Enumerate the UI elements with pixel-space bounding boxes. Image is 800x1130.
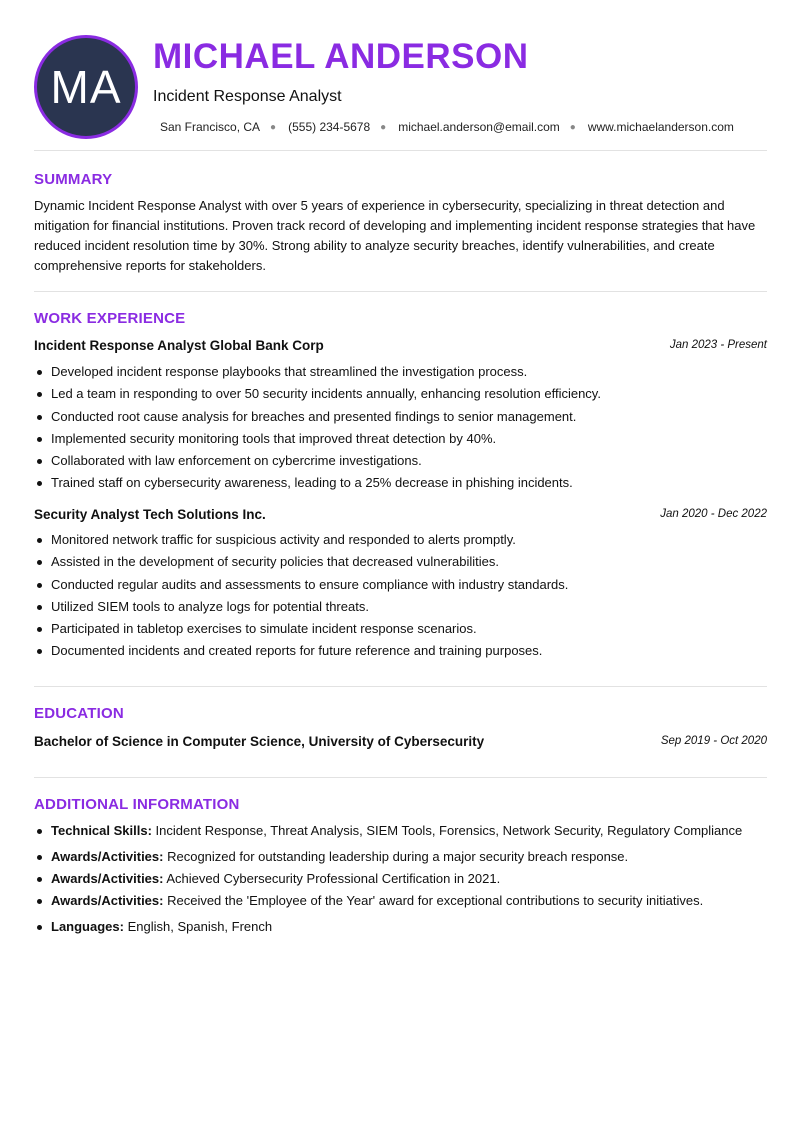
avatar-initials: MA bbox=[50, 61, 122, 113]
list-item bbox=[34, 868, 767, 890]
list-item: Participated in tabletop exercises to simulate incident response scenarios. bbox=[34, 618, 767, 640]
item-text: Incident Response, Threat Analysis, SIEM Tools, Forensics, Network Security, Regulatory Compliance bbox=[155, 823, 743, 838]
contact-location: San Francisco, CA bbox=[160, 120, 261, 134]
additional-heading: ADDITIONAL INFORMATION bbox=[34, 796, 240, 813]
item-label: Technical Skills: bbox=[51, 823, 152, 838]
list-item: Developed incident response playbooks that streamlined the investigation process. bbox=[34, 361, 767, 383]
list-item: Implemented security monitoring tools that improved threat detection by 40%. bbox=[34, 428, 767, 450]
list-item: Assisted in the development of security policies that decreased vulnerabilities. bbox=[34, 551, 767, 573]
contact-phone[interactable]: (555) 234-5678 bbox=[288, 120, 371, 134]
divider bbox=[34, 150, 767, 151]
avatar bbox=[34, 35, 138, 139]
list-item: Utilized SIEM tools to analyze logs for potential threats. bbox=[34, 596, 767, 618]
summary-text: Dynamic Incident Response Analyst with over 5 years of experience in cybersecurity, specializing in threat detection and mitigation for financial institutions. Proven track record of developing and implementing incident response strategies that have reduced incident resolution time by 30%. Strong ability to analyze security breaches, identify vulnerabilities, and create comprehensive reports for stakeholders. bbox=[34, 198, 756, 273]
item-label: Languages: bbox=[51, 919, 124, 934]
job-bullets bbox=[34, 529, 767, 663]
job-dates: Jan 2020 - Dec 2022 bbox=[660, 508, 767, 520]
item-label: Awards/Activities: bbox=[51, 893, 164, 908]
item-text: Received the 'Employee of the Year' award for exceptional contributions to security initiatives. bbox=[167, 893, 704, 908]
item-text: English, Spanish, French bbox=[127, 919, 273, 934]
additional-list bbox=[34, 820, 767, 938]
education-dates: Sep 2019 - Oct 2020 bbox=[660, 735, 767, 747]
separator-dot: ● bbox=[569, 121, 576, 133]
job-header bbox=[34, 507, 767, 525]
divider bbox=[34, 777, 767, 778]
job-header bbox=[34, 338, 767, 356]
list-item bbox=[34, 846, 767, 868]
list-item: Conducted root cause analysis for breaches and presented findings to senior management. bbox=[34, 406, 767, 428]
contact-line bbox=[160, 120, 734, 134]
candidate-title: Incident Response Analyst bbox=[153, 88, 342, 105]
item-label: Awards/Activities: bbox=[51, 871, 164, 886]
list-item: Trained staff on cybersecurity awareness, leading to a 25% decrease in phishing incidents. bbox=[34, 472, 767, 494]
divider bbox=[34, 686, 767, 687]
job-dates: Jan 2023 - Present bbox=[669, 339, 767, 351]
job-bullets bbox=[34, 361, 767, 495]
job-title: Security Analyst Tech Solutions Inc. bbox=[34, 507, 266, 522]
item-text: Recognized for outstanding leadership during a major security breach response. bbox=[167, 849, 629, 864]
candidate-name: MICHAEL ANDERSON bbox=[153, 37, 529, 76]
list-item: Monitored network traffic for suspicious activity and responded to alerts promptly. bbox=[34, 529, 767, 551]
divider bbox=[34, 291, 767, 292]
list-item: Led a team in responding to over 50 security incidents annually, enhancing resolution efficiency. bbox=[34, 383, 767, 405]
item-text: Achieved Cybersecurity Professional Certification in 2021. bbox=[166, 871, 501, 886]
job-title: Incident Response Analyst Global Bank Corp bbox=[34, 338, 324, 353]
list-item: Collaborated with law enforcement on cybercrime investigations. bbox=[34, 450, 767, 472]
list-item: Documented incidents and created reports for future reference and training purposes. bbox=[34, 640, 767, 662]
education-entry bbox=[34, 734, 767, 752]
item-label: Awards/Activities: bbox=[51, 849, 164, 864]
summary-heading: SUMMARY bbox=[34, 171, 113, 188]
list-item: Conducted regular audits and assessments to ensure compliance with industry standards. bbox=[34, 574, 767, 596]
list-item bbox=[34, 916, 767, 938]
separator-dot: ● bbox=[270, 121, 277, 133]
experience-heading: WORK EXPERIENCE bbox=[34, 310, 186, 327]
list-item bbox=[34, 890, 767, 912]
contact-email[interactable]: michael.anderson@email.com bbox=[398, 120, 560, 134]
contact-website[interactable]: www.michaelanderson.com bbox=[587, 120, 734, 134]
education-heading: EDUCATION bbox=[34, 705, 124, 722]
list-item bbox=[34, 820, 767, 842]
degree: Bachelor of Science in Computer Science, University of Cybersecurity bbox=[34, 734, 485, 749]
separator-dot: ● bbox=[380, 121, 387, 133]
